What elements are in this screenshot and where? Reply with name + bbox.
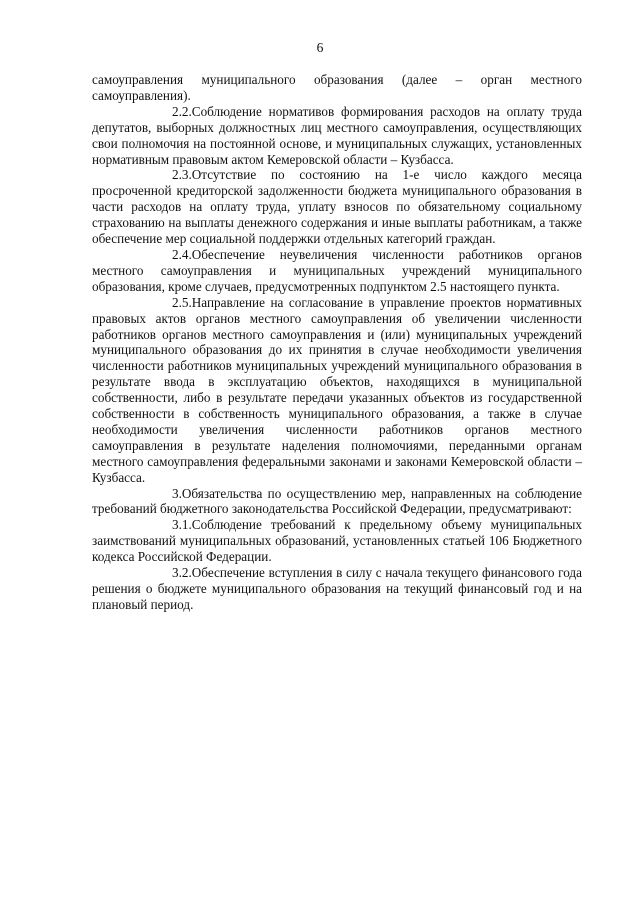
paragraph-number: 3.1.	[172, 517, 192, 533]
paragraph-text: Отсутствие по состоянию на 1-е число каждого месяца просроченной кредиторской задолженности бюджета муниципального образования в части расходов на оплату труда, уплату взносов по обязательному социальному страхованию на выплаты денежного содержания и иные выплаты работникам, а также обеспечение мер социальной поддержки отдельных категорий граждан.	[92, 167, 582, 247]
paragraph-3	[92, 486, 582, 518]
paragraph-text: Направление на согласование в управление проектов нормативных правовых актов органов местного самоуправления об увеличении численности работников органов местного самоуправления и (или) муниципальных учреждений муниципального образования до их принятия в случае необходимости увеличения численности работников муниципальных учреждений муниципального образования в результате ввода в эксплуатацию объектов, находящихся в муниципальной собственности, либо в результате передачи указанных объектов из государственной собственности в собственность муниципального образования, а также в случае необходимости увеличения численности работников органов местного самоуправления в результате наделения полномочиями, переданными органам местного самоуправления федеральными законами и законами Кемеровской области – Кузбасса.	[92, 294, 582, 485]
paragraph-3-1	[92, 517, 582, 565]
paragraph-number: 2.3.	[172, 167, 192, 183]
paragraph-text: Соблюдение нормативов формирования расходов на оплату труда депутатов, выборных должностных лиц местного самоуправления, осуществляющих свои полномочия на постоянной основе, и муниципальных служащих, установленных нормативным правовым актом Кемеровской области – Кузбасса.	[92, 103, 582, 167]
paragraph-number: 3.	[172, 485, 182, 501]
paragraph-text: самоуправления муниципального образования (далее – орган местного самоуправления).	[92, 72, 582, 103]
document-body	[92, 72, 582, 613]
paragraph-2-3	[92, 167, 582, 247]
paragraph-continuation	[92, 72, 582, 104]
paragraph-2-4	[92, 247, 582, 295]
paragraph-2-5	[92, 295, 582, 486]
paragraph-number: 3.2.	[172, 565, 192, 581]
paragraph-2-2	[92, 104, 582, 168]
page-number: 6	[316, 40, 324, 55]
paragraph-number: 2.2.	[172, 103, 192, 119]
paragraph-number: 2.4.	[172, 246, 192, 262]
paragraph-3-2	[92, 565, 582, 613]
paragraph-text: Соблюдение требований к предельному объему муниципальных заимствований муниципальных образований, установленных статьей 106 Бюджетного кодекса Российской Федерации.	[92, 517, 582, 565]
paragraph-number: 2.5.	[172, 294, 192, 310]
paragraph-text: Обязательства по осуществлению мер, направленных на соблюдение требований бюджетного законодательства Российской Федерации, предусматривают:	[92, 485, 582, 517]
paragraph-text: Обеспечение вступления в силу с начала текущего финансового года решения о бюджете муниципального образования на текущий финансовый год и на плановый период.	[92, 565, 582, 612]
paragraph-text: Обеспечение неувеличения численности работников органов местного самоуправления и муниципальных учреждений муниципального образования, кроме случаев, предусмотренных подпунктом 2.5 настоящего пункта.	[92, 246, 582, 294]
